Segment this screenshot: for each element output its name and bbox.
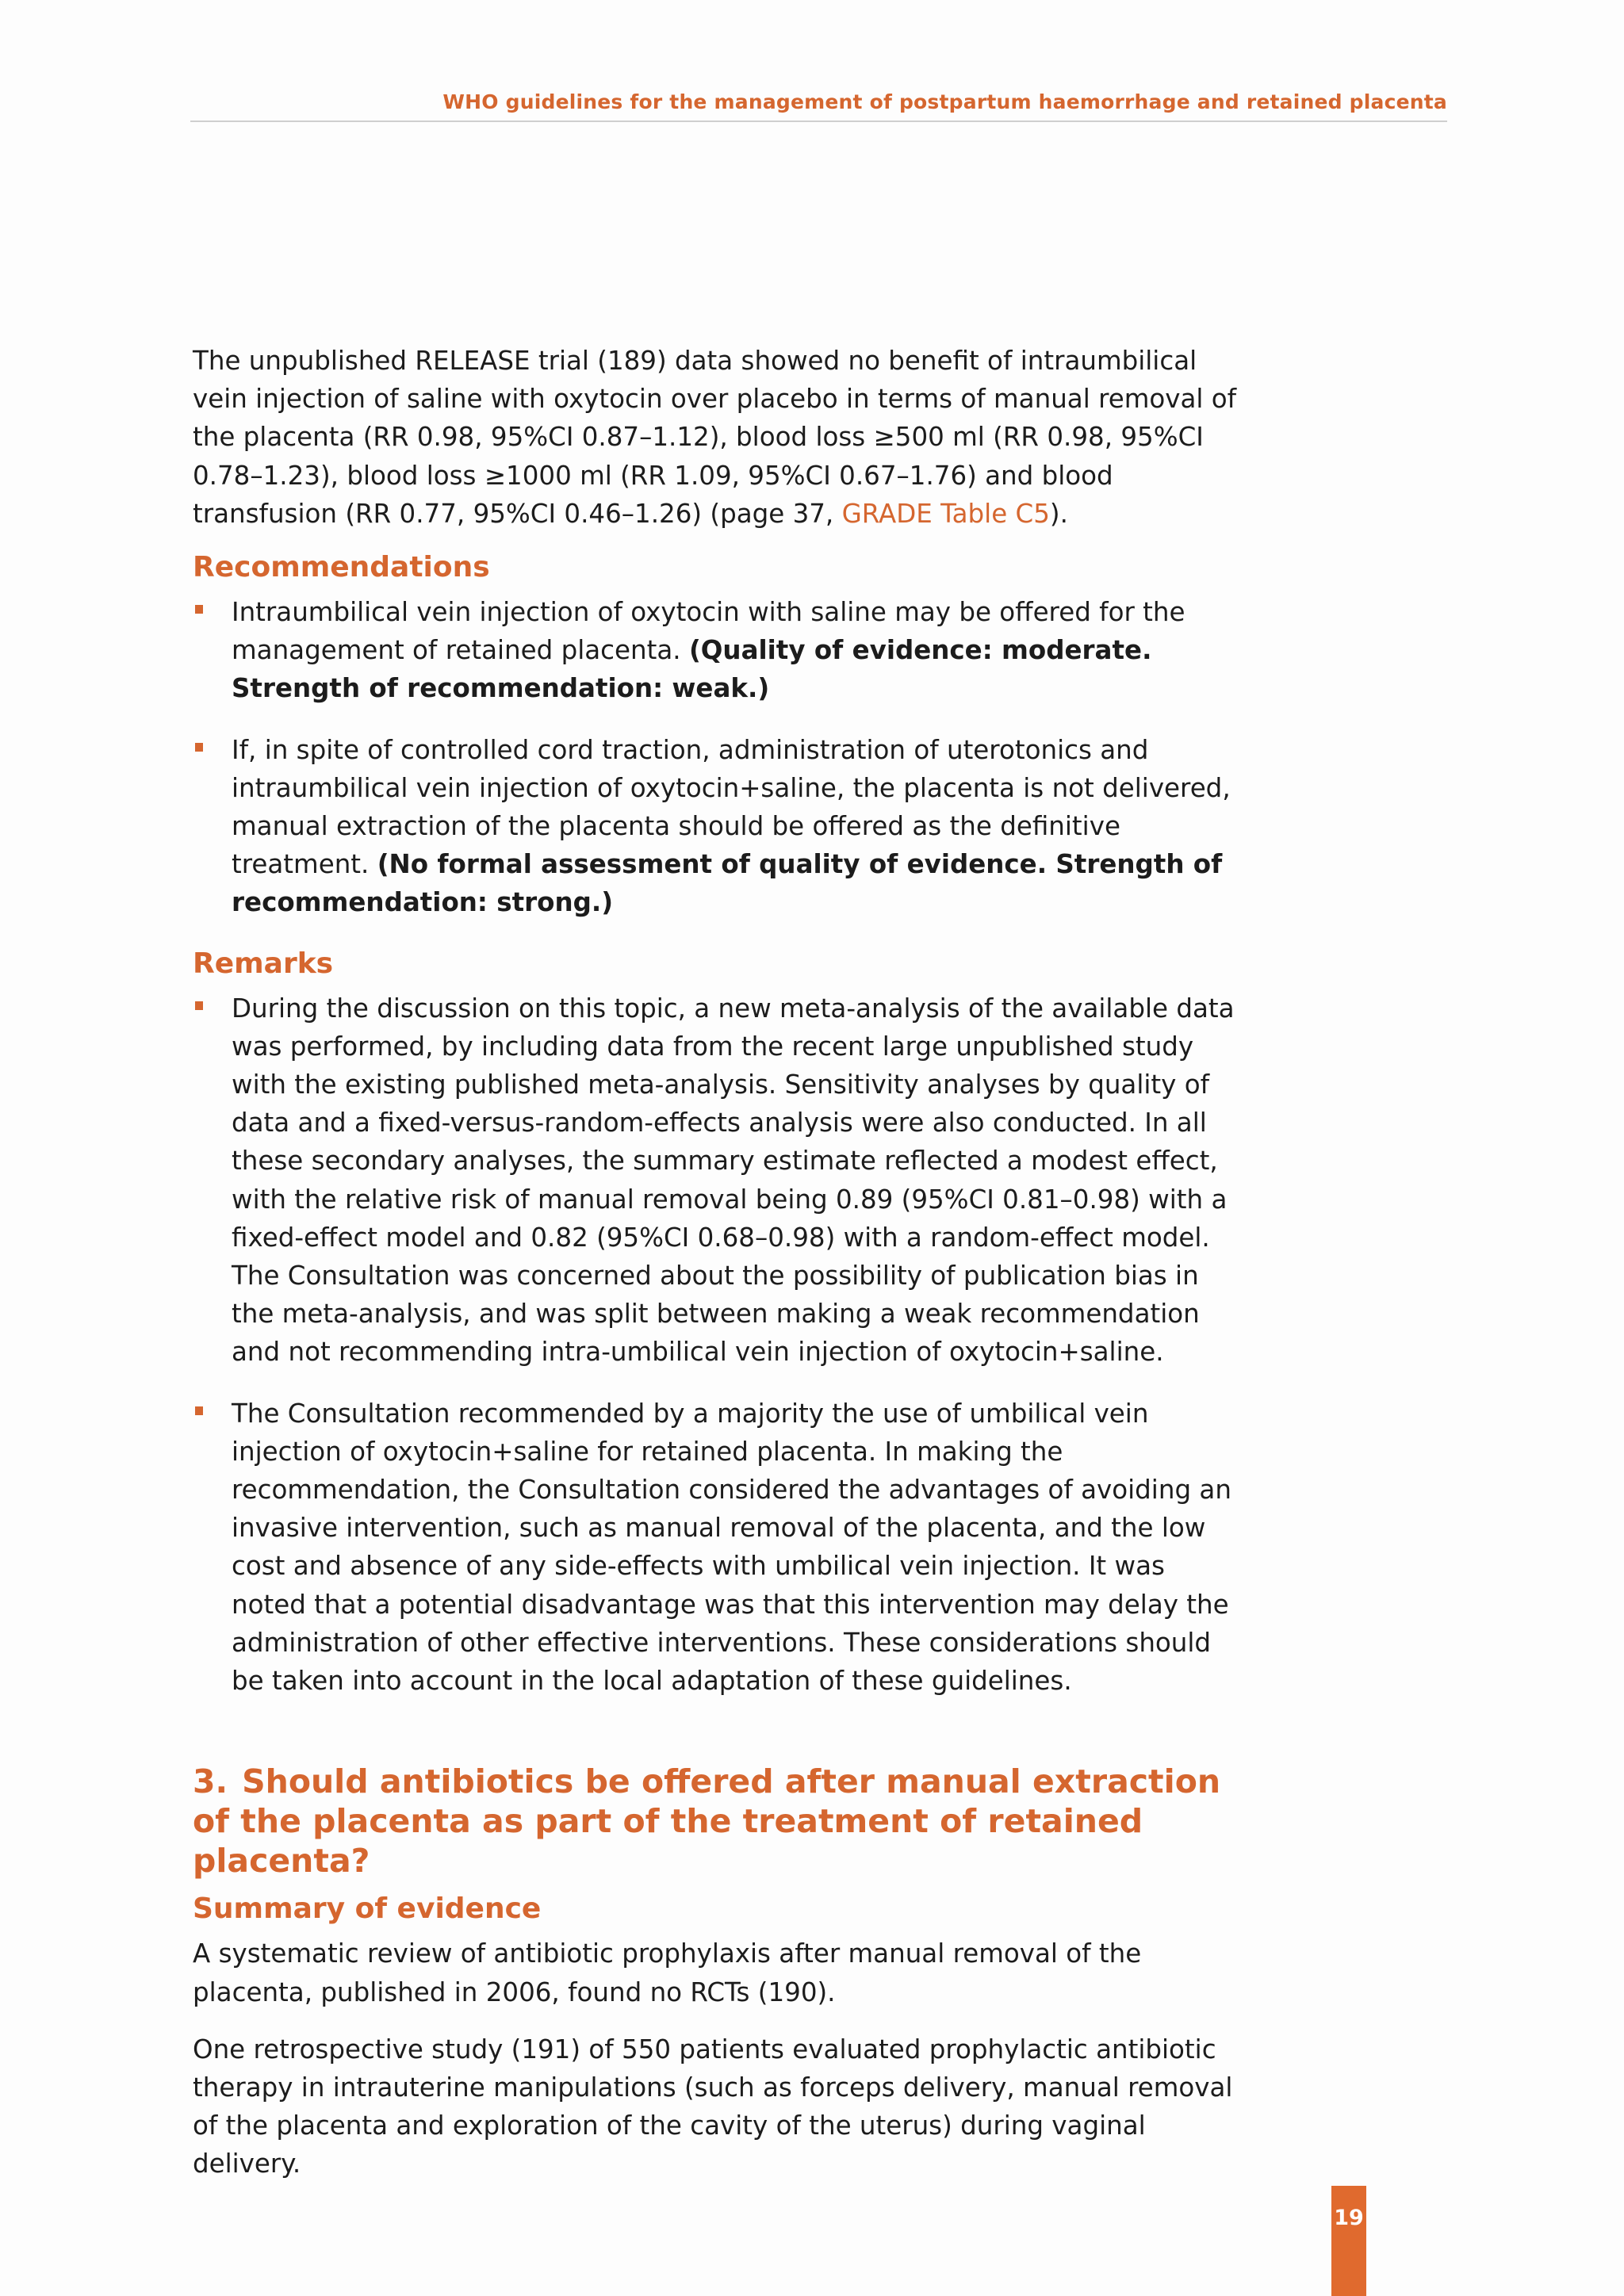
remark-text: During the discussion on this topic, a new meta-analysis of the available data was performed, by including data from the recent large unpublished study with the existing published meta-analysis. Sensitivity analyses by quality of data and a fixed-versus-random-effects analysis were also conducted. In all these secondary analyses, the summary estimate reflected a modest effect, with the relative risk of manual removal being 0.89 (95%CI 0.81–0.98) with a fixed-effect model and 0.82 (95%CI 0.68–0.98) with a random-effect model. The Consultation was concerned about the possibility of publication bias in the meta-analysis, and was split between making a weak recommendation and not recommending intra-umbilical vein injection of oxytocin+saline.	[232, 993, 1235, 1368]
summary-of-evidence-heading: Summary of evidence	[193, 1892, 542, 1926]
section-number: 3.	[193, 1762, 228, 1801]
page-content	[193, 342, 1247, 2196]
running-header: WHO guidelines for the management of postpartum haemorrhage and retained placenta	[442, 90, 1447, 113]
square-bullet-icon	[195, 1406, 203, 1415]
section-3-heading	[193, 1762, 1247, 1881]
intro-text-end: ).	[1049, 498, 1068, 529]
remarks-list	[193, 989, 1247, 1701]
intro-text: The unpublished RELEASE trial (189) data showed no benefit of intraumbilical vein injection of saline with oxytocin over placebo in terms of manual removal of the placenta (RR 0.98, 95%CI 0.87–1.12), blood loss ≥500 ml (RR 0.98, 95%CI 0.78–1.23), blood loss ≥1000 ml (RR 1.09, 95%CI 0.67–1.76) and blood transfusion (RR 0.77, 95%CI 0.46–1.26) (page 37,	[193, 346, 1237, 529]
page-number: 19	[1331, 2186, 1366, 2296]
remark-text: The Consultation recommended by a majority the use of umbilical vein injection of oxytocin+saline for retained placenta. In making the recommendation, the Consultation considered the advantages of avoiding an invasive intervention, such as manual removal of the placenta, and the low cost and absence of any side-effects with umbilical vein injection. It was noted that a potential disadvantage was that this intervention may delay the administration of other effective interventions. These considerations should be taken into account in the local adaptation of these guidelines.	[232, 1398, 1231, 1697]
remarks-heading: Remarks	[193, 947, 334, 980]
intro-paragraph	[193, 342, 1247, 533]
remark-item	[193, 1395, 1247, 1701]
grade-table-link[interactable]: GRADE Table C5	[841, 498, 1050, 529]
header-divider	[190, 121, 1447, 122]
recommendations-list	[193, 593, 1247, 922]
evidence-paragraph: A systematic review of antibiotic prophylaxis after manual removal of the placenta, published in 2006, found no RCTs (190).	[193, 1938, 1142, 2007]
recommendation-item	[193, 731, 1247, 922]
recommendation-item	[193, 593, 1247, 708]
square-bullet-icon	[195, 743, 203, 752]
recommendation-strength: (Quality of evidence: moderate. Strength of recommendation: weak.)	[232, 635, 1152, 704]
evidence-paragraph: One retrospective study (191) of 550 patients evaluated prophylactic antibiotic therapy in intrauterine manipulations (such as forceps delivery, manual removal of the placenta and exploration of the cavity of the uterus) during vaginal delivery.	[193, 2034, 1233, 2179]
recommendations-heading: Recommendations	[193, 551, 490, 584]
recommendation-text: If, in spite of controlled cord traction, administration of uterotonics and intraumbilical vein injection of oxytocin+saline, the placenta is not delivered, manual extraction of the placenta should be offered as the definitive treatment.	[232, 734, 1231, 880]
recommendation-strength: (No formal assessment of quality of evidence. Strength of recommendation: strong.)	[232, 849, 1223, 918]
recommendation-text: Intraumbilical vein injection of oxytocin with saline may be offered for the management of retained placenta.	[232, 597, 1185, 666]
remark-item	[193, 989, 1247, 1372]
square-bullet-icon	[195, 605, 203, 614]
square-bullet-icon	[195, 1001, 203, 1010]
section-title: Should antibiotics be offered after manual extraction of the placenta as part of the treatment of retained placenta?	[193, 1762, 1221, 1881]
